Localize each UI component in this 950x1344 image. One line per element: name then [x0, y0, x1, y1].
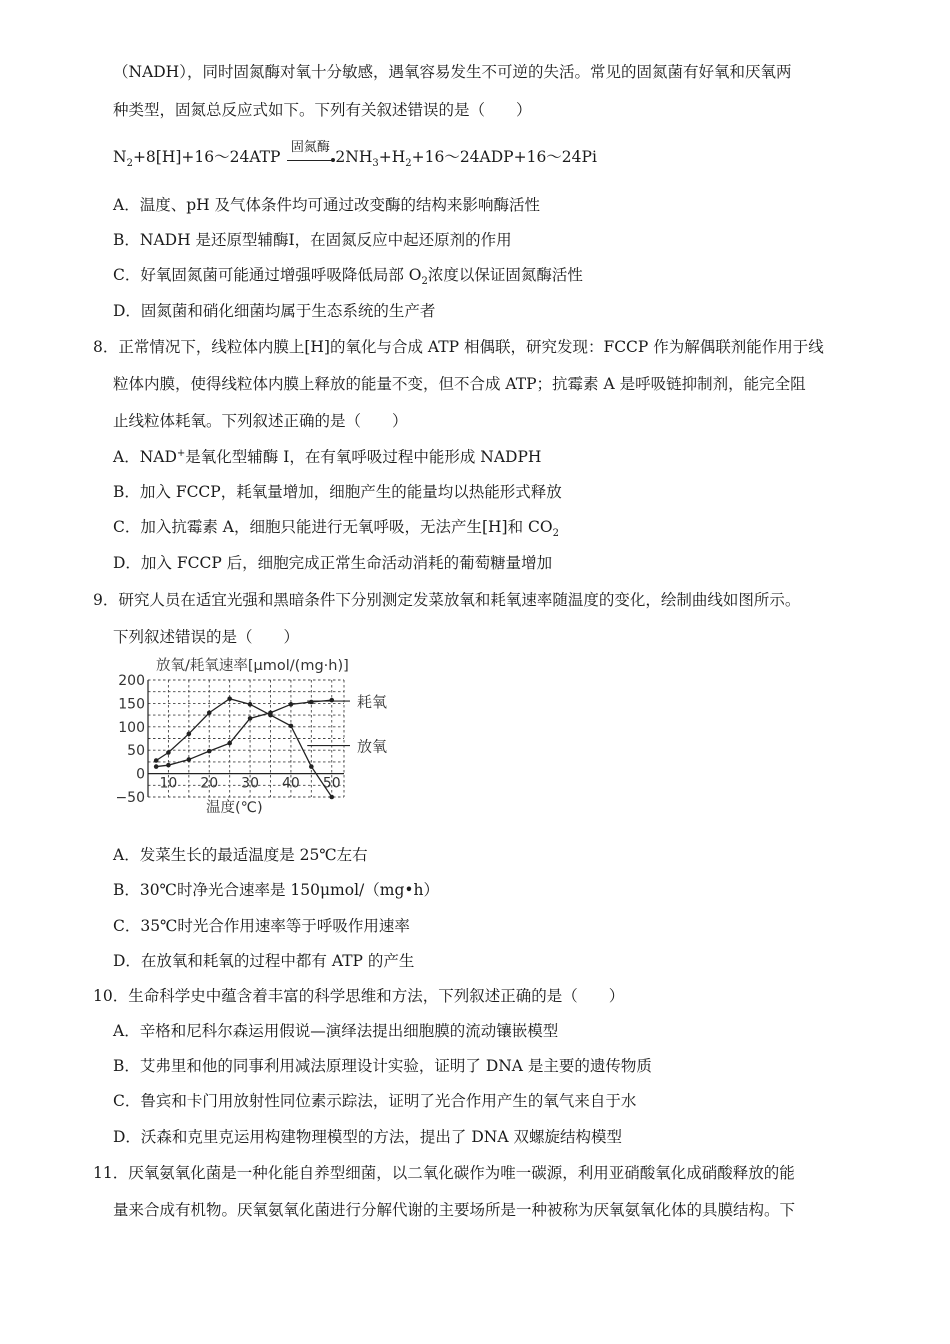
reaction-arrow-line — [287, 160, 333, 161]
q9-option-b[interactable]: B．30℃时净光合速率是 150μmol/（mg•h） — [113, 881, 439, 899]
q8-option-b[interactable]: B．加入 FCCP，耗氧量增加，细胞产生的能量均以热能形式释放 — [113, 483, 562, 501]
q8-option-a[interactable] — [113, 446, 541, 468]
series-line-耗氧 — [156, 700, 332, 766]
data-point-耗氧 — [187, 757, 192, 762]
eq-left-sub: 2 — [126, 158, 133, 170]
q7-option-d[interactable]: D．固氮菌和硝化细菌均属于生态系统的生产者 — [113, 302, 436, 320]
q8-option-a-text: A．NAD — [113, 448, 177, 466]
legend-label: 耗氧 — [357, 693, 388, 712]
data-point-耗氧 — [166, 763, 171, 768]
q7-option-c[interactable] — [113, 264, 583, 286]
x-axis-label: 温度(℃) — [206, 800, 263, 816]
x-tick-label: 10 — [159, 775, 178, 792]
data-point-放氧 — [187, 732, 192, 737]
q8-stem-line1: 8．正常情况下，线粒体内膜上[H]的氧化与合成 ATP 相偶联，研究发现：FCCP 作为解偶联剂能作用于线 — [93, 338, 824, 356]
q9-option-d[interactable]: D．在放氧和耗氧的过程中都有 ATP 的产生 — [113, 952, 415, 970]
q8-option-d[interactable]: D．加入 FCCP 后，细胞完成正常生命活动消耗的葡萄糖量增加 — [113, 554, 553, 572]
q7-text-line1: （NADH），同时固氮酶对氧十分敏感，遇氧容易发生不可逆的失活。常见的固氮菌有好氧和厌氧两 — [113, 63, 792, 81]
q8-stem-line3: 止线粒体耗氧。下列叙述正确的是（ ） — [113, 412, 408, 430]
x-tick-label: 40 — [282, 775, 300, 792]
data-point-耗氧 — [329, 698, 334, 703]
data-point-放氧 — [309, 764, 314, 769]
y-tick-label: 50 — [127, 743, 145, 760]
y-tick-label: 150 — [118, 696, 145, 713]
q7-equation — [113, 140, 597, 170]
q7-option-c-text2: 浓度以保证固氮酶活性 — [427, 266, 583, 284]
q7-option-a[interactable]: A．温度、pH 及气体条件均可通过改变酶的结构来影响酶活性 — [113, 196, 541, 214]
q7-text-line2: 种类型，固氮总反应式如下。下列有关叙述错误的是（ ） — [113, 101, 532, 119]
data-point-放氧 — [329, 795, 334, 800]
q8-stem-line2: 粒体内膜，使得线粒体内膜上释放的能量不变，但不合成 ATP；抗霉素 A 是呼吸链抑制剂，能完全阻 — [113, 375, 806, 393]
data-point-放氧 — [207, 710, 212, 715]
q10-option-c[interactable]: C．鲁宾和卡门用放射性同位素示踪法，证明了光合作用产生的氧气来自于水 — [113, 1092, 637, 1110]
reaction-arrow-label: 固氮酶 — [290, 140, 330, 155]
data-point-耗氧 — [227, 741, 232, 746]
data-point-耗氧 — [207, 749, 212, 754]
eq-right-rest: +16～24ADP+16～24Pi — [411, 148, 597, 166]
q10-option-b[interactable]: B．艾弗里和他的同事利用减法原理设计实验，证明了 DNA 是主要的遗传物质 — [113, 1057, 652, 1075]
q8-option-c[interactable] — [113, 516, 559, 538]
q8-option-c-text: C．加入抗霉素 A，细胞只能进行无氧呼吸，无法产生[H]和 CO — [113, 518, 553, 536]
eq-right-sub1: 3 — [372, 158, 379, 170]
x-tick-label: 20 — [200, 775, 219, 792]
q10-stem: 10．生命科学史中蕴含着丰富的科学思维和方法，下列叙述正确的是（ ） — [93, 987, 625, 1005]
reaction-arrow — [285, 140, 335, 169]
legend-label: 放氧 — [357, 737, 388, 756]
data-point-放氧 — [166, 750, 171, 755]
data-point-耗氧 — [289, 702, 294, 707]
q11-stem-line1: 11．厌氧氨氧化菌是一种化能自养型细菌，以二氧化碳作为唯一碳源，利用亚硝酸氧化成硝酸释放的能 — [93, 1164, 795, 1182]
data-point-放氧 — [268, 713, 273, 718]
chart-legend — [307, 693, 387, 755]
q8-option-c-sub: 2 — [552, 528, 559, 540]
q8-option-a-sup: + — [176, 447, 186, 459]
rate-temperature-chart — [108, 652, 408, 822]
data-point-放氧 — [248, 702, 253, 707]
data-point-耗氧 — [154, 764, 159, 769]
x-tick-label: 30 — [241, 775, 259, 792]
y-tick-labels — [115, 673, 145, 806]
data-point-放氧 — [289, 724, 294, 729]
x-tick-labels — [160, 776, 341, 792]
y-tick-label: 0 — [136, 766, 145, 783]
x-tick-label: 50 — [322, 775, 341, 792]
q8-option-a-text2: 是氧化型辅酶 I，在有氧呼吸过程中能形成 NADPH — [185, 448, 542, 466]
eq-left-rest: +8[H]+16～24ATP — [132, 148, 281, 166]
y-tick-label: −50 — [115, 790, 145, 806]
data-point-放氧 — [227, 696, 232, 701]
q9-option-a[interactable]: A．发菜生长的最适温度是 25℃左右 — [113, 846, 368, 864]
data-point-耗氧 — [309, 700, 314, 705]
data-point-放氧 — [154, 758, 159, 763]
q10-option-a[interactable]: A．辛格和尼科尔森运用假说—演绎法提出细胞膜的流动镶嵌模型 — [113, 1022, 559, 1040]
q9-option-c[interactable]: C．35℃时光合作用速率等于呼吸作用速率 — [113, 917, 410, 935]
q7-option-c-sub: 2 — [421, 276, 428, 288]
q9-stem-line2: 下列叙述错误的是（ ） — [113, 628, 300, 646]
q11-stem-line2: 量来合成有机物。厌氧氨氧化菌进行分解代谢的主要场所是一种被称为厌氧氨氧化体的具膜结构。下 — [113, 1201, 796, 1219]
data-point-耗氧 — [248, 716, 253, 721]
chart-title: 放氧/耗氧速率[μmol/(mg·h)] — [156, 658, 349, 674]
q7-option-b[interactable]: B．NADH 是还原型辅酶Ⅰ，在固氮反应中起还原剂的作用 — [113, 231, 512, 249]
y-tick-label: 200 — [118, 673, 145, 689]
eq-right-sub2: 2 — [405, 158, 412, 170]
q10-option-d[interactable]: D．沃森和克里克运用构建物理模型的方法，提出了 DNA 双螺旋结构模型 — [113, 1128, 622, 1146]
q7-option-c-text: C．好氧固氮菌可能通过增强呼吸降低局部 O — [113, 266, 422, 284]
reaction-arrow-dot — [331, 158, 335, 162]
eq-right-h2: +H — [378, 148, 406, 166]
q9-stem-line1: 9．研究人员在适宜光强和黑暗条件下分别测定发菜放氧和耗氧速率随温度的变化，绘制曲线如图所示。 — [93, 591, 801, 609]
y-tick-label: 100 — [118, 719, 145, 736]
eq-left-n: N — [113, 148, 127, 166]
eq-right-nh3: 2NH — [335, 148, 373, 166]
